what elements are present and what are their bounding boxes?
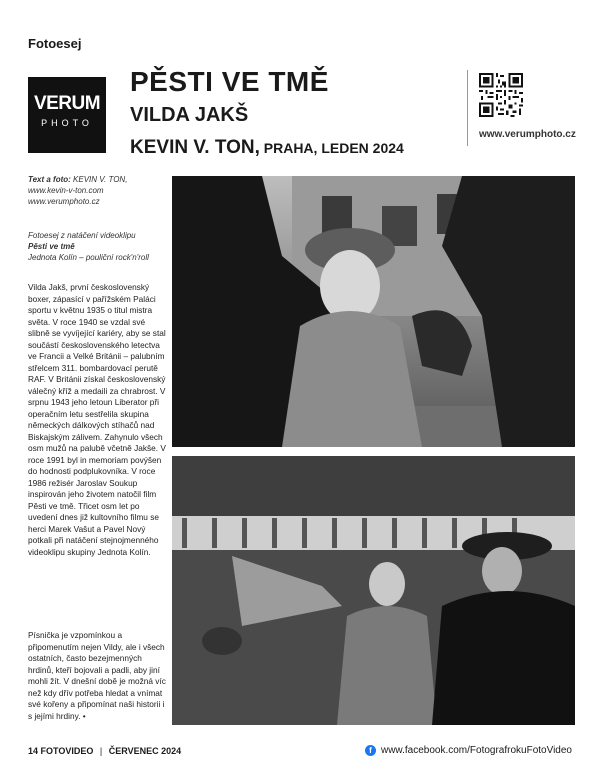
logo-line2: PHOTO bbox=[41, 118, 93, 128]
issue-date: ČERVENEC 2024 bbox=[108, 746, 182, 756]
page-number: 14 bbox=[28, 746, 39, 756]
intro-line-2: Pěsti ve tmě bbox=[28, 242, 75, 251]
credit-link-2[interactable]: www.verumphoto.cz bbox=[28, 197, 100, 206]
intro-line-1: Fotoesej z natáčení videoklipu bbox=[28, 231, 136, 240]
magazine-name: FOTOVIDEO bbox=[40, 746, 94, 756]
article-subtitle: VILDA JAKŠ bbox=[130, 104, 249, 126]
verum-photo-logo bbox=[28, 77, 106, 153]
footer-issue-info bbox=[28, 746, 181, 756]
facebook-link[interactable]: www.facebook.com/FotografrokuFotoVideo bbox=[380, 745, 572, 756]
footer-separator: | bbox=[99, 746, 103, 756]
byline bbox=[130, 137, 404, 159]
credit-label: Text a foto: bbox=[28, 175, 71, 184]
intro-line-3: Jednota Kolín – pouliční rock'n'roll bbox=[28, 253, 149, 262]
facebook-icon: f bbox=[365, 745, 376, 756]
credit-link-1[interactable]: www.kevin-v-ton.com bbox=[28, 186, 104, 195]
photo-boxing-actors bbox=[172, 456, 575, 725]
byline-author: KEVIN V. TON, bbox=[130, 137, 260, 158]
photo-credit bbox=[28, 174, 163, 207]
website-link[interactable]: www.verumphoto.cz bbox=[479, 129, 576, 140]
qr-code-icon[interactable] bbox=[479, 73, 523, 117]
photo-girl-with-beret bbox=[172, 176, 575, 447]
article-title: PĚSTI VE TMĚ bbox=[130, 66, 329, 97]
logo-line1: VERUM bbox=[33, 93, 101, 114]
byline-place-date: PRAHA, LEDEN 2024 bbox=[259, 140, 404, 156]
body-paragraph-2: Písnička je vzpomínkou a připomenutím nejen Vildy, ale i všech ostatních, často bezejmenných hrdinů, kteří bojovali a padli, aby jiní mohli žít. V dnešní době je možná víc než kdy dřív potřeba hledat a vnímat své kořeny a připomínat naši historii i s jejími hrdiny. • bbox=[28, 630, 166, 721]
intro-text bbox=[28, 230, 163, 263]
section-label: Fotoesej bbox=[28, 36, 82, 51]
body-paragraph-1: Vilda Jakš, první československý boxer, zápasící v pařížském Paláci sportu v květnu 1935 o titul mistra světa. V roce 1940 se vzdal své slibně se vyvíjející kariéry, aby se stal součástí československého letectva ve Francii a Velké Británii – palubním střelcem 311. bombardovací perutě RAF. V Británii získal československý válečný kříž a medaili za chrabrost. V srpnu 1943 jeho letoun Liberator při operačním letu sestřelila skupina německých dálkových stíhačů nad Biskajským zálivem. Zahynulo všech osm mužů na palubě včetně Jakše. V roce 1991 byl in memoriam povýšen do hodnosti podplukovníka. V roce 1986 režisér Jaroslav Soukup inspirován jeho životem natočil film Pěsti ve tmě. Třicet osm let po uvedení dnes již kultovního filmu se herci Marek Vašut a Pavel Nový potkali při natáčení stejnojmenného videoklipu skupiny Jednota Kolín. bbox=[28, 282, 166, 557]
credit-name: KEVIN V. TON, bbox=[70, 175, 128, 184]
divider bbox=[467, 70, 468, 146]
footer-facebook[interactable] bbox=[365, 745, 572, 756]
